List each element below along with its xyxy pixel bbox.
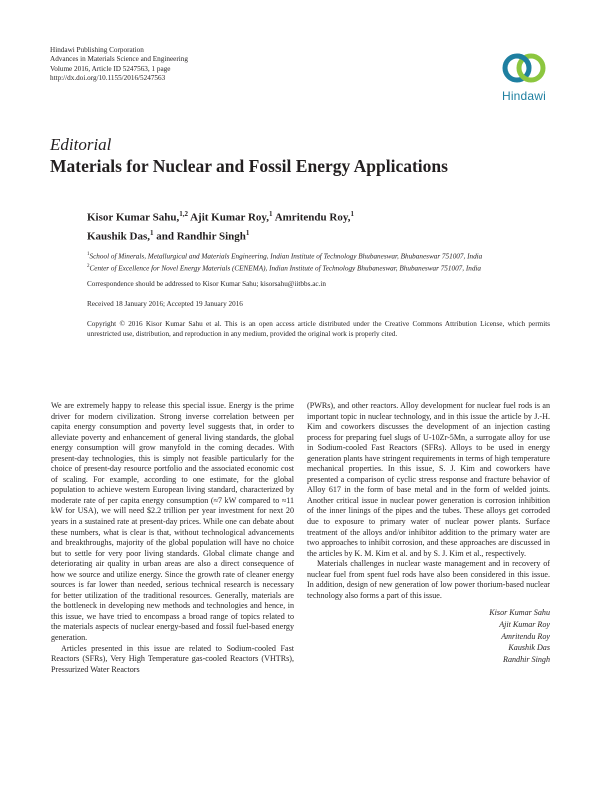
body-column-right	[307, 401, 550, 665]
body-column-left	[51, 401, 294, 675]
paragraph: Articles presented in this issue are related to Sodium-cooled Fast Reactors (SFRs), Very High Temperature gas-cooled Reactors (VHTRs), Pressurized Water Reactors	[51, 643, 294, 674]
author-sup: 1	[269, 210, 273, 218]
author-sup: 1,2	[179, 210, 188, 218]
author-name: Amritendu Roy,	[274, 211, 351, 224]
journal-name: Advances in Materials Science and Engineering	[50, 55, 188, 64]
affiliation-1: $^1$School of Minerals, Metallurgical and Materials Engineering, Indian Institute of Technology Bhubaneswar, Bhubaneswar 751007, India	[87, 252, 483, 261]
author-sup: 1	[149, 228, 154, 237]
author-line-1	[87, 207, 354, 226]
signature-name: Randhir Singh	[503, 654, 550, 664]
author-name: Kaushik Das,	[87, 230, 150, 243]
author-sup: 1	[350, 210, 354, 218]
journal-header	[50, 46, 188, 84]
signature-name: Kisor Kumar Sahu	[489, 608, 550, 618]
author-name: and Randhir Singh	[156, 230, 246, 243]
paragraph: We are extremely happy to release this special issue. Energy is the prime driver for modern civilization. Strong inverse correlation between per capita energy consumption and poverty level suggests that, in order to alleviate poverty and enhancement of general living standards, the global energy consumption will grow manyfold in the coming decades. With present-day technologies, this is simply not feasible particularly for the choice of present-day resource portfolio and the associated economic cost of scaling. For example, according to one estimate, for the global population to achieve western European living standard, characterized by moderate rate of per capita energy consumption (≈7 kW compared to ≈11 kW for USA), we will need $2.2 trillion per year investment for next 20 years in a sustained rate at present-day prices. While one can debate about these numbers, what is clear is that, without technological advancements and breakthroughs, majority of the global population will have no choice but to settle for very poor living standards. Global climate change and deteriorating air quality in urban areas are also a direct consequence of how we source and utilize energy. Since the growth rate of cleaner energy sources is far lower than needed, serious technical research is necessary for better utilization of the traditional resources. Generally, materials are the bottleneck in developing new methods and technologies and hence, in this issue, we have tried to encompass a broad range of topics related to the materials aspects of nuclear energy-based and fossil fuel-based energy generation.	[51, 401, 294, 643]
affiliation-2: $^2$Center of Excellence for Novel Energy Materials (CENEMA), Indian Institute of Technology Bhubaneswar, Bhubaneswar 751007, India	[87, 263, 482, 273]
copyright-notice: Copyright © 2016 Kisor Kumar Sahu et al. This is an open access article distributed under the Creative Commons Attribution License, which permits unrestricted use, distribution, and reproduction in any medium, provided the original work is properly cited.	[87, 320, 550, 338]
author-sup: 1	[245, 228, 250, 237]
article-type: Editorial	[50, 135, 112, 154]
author-list	[87, 207, 354, 244]
signature-name: Ajit Kumar Roy	[499, 619, 550, 629]
author-name: Ajit Kumar Roy,	[190, 211, 270, 224]
author-line-2	[87, 226, 354, 245]
publisher-name: Hindawi Publishing Corporation	[50, 46, 144, 54]
paragraph: (PWRs), and other reactors. Alloy development for nuclear fuel rods is an important topic in nuclear technology, and in this issue the article by J.-H. Kim and coworkers discusses the development of an injection casting process for preparing fuel slugs of U-10Zr-5Mn, a surrogate alloy for use in Sodium-cooled Fast Reactors (SFRs). Alloys to be used in energy generation plants have stringent requirements in terms of high temperature mechanical properties. In this issue, S. J. Kim and coworkers have presented a comparison of cyclic stress response and fracture behavior of Alloy 617 in the form of base metal and in the form of welded joints. Another critical issue in nuclear power generation is corrosion inhibition of the inner linings of the pipes and the tubes. These alloys get corroded due to exposure to primary water of nuclear power plants. Surface treatment of the alloys and/or inhibitor addition to the primary water are two approaches to inhibit corrosion, and these approaches are discussed in the articles by K. M. Kim et al. and by S. J. Kim et al., respectively.	[307, 401, 550, 558]
affiliations	[87, 250, 482, 274]
paragraph: Materials challenges in nuclear waste management and in recovery of nuclear fuel from spent fuel rods have also been considered in this issue. In addition, design of new generation of low power thorium-based nuclear technology also forms a part of this issue.	[307, 559, 550, 600]
volume-info: Volume 2016, Article ID 5247563, 1 page	[50, 64, 171, 73]
received-dates: Received 18 January 2016; Accepted 19 January 2016	[87, 300, 243, 308]
author-name: Kisor Kumar Sahu,	[87, 211, 180, 224]
signature-name: Amritendu Roy	[501, 631, 550, 641]
doi-link[interactable]: http://dx.doi.org/10.1155/2016/5247563	[50, 74, 166, 83]
signature-name: Kaushik Das	[508, 643, 550, 653]
hindawi-logo-text: Hindawi	[501, 89, 547, 103]
article-title: Materials for Nuclear and Fossil Energy Applications	[50, 156, 448, 176]
signature-block	[307, 607, 550, 665]
correspondence: Correspondence should be addressed to Kisor Kumar Sahu; kisorsahu@iitbbs.ac.in	[87, 280, 326, 288]
